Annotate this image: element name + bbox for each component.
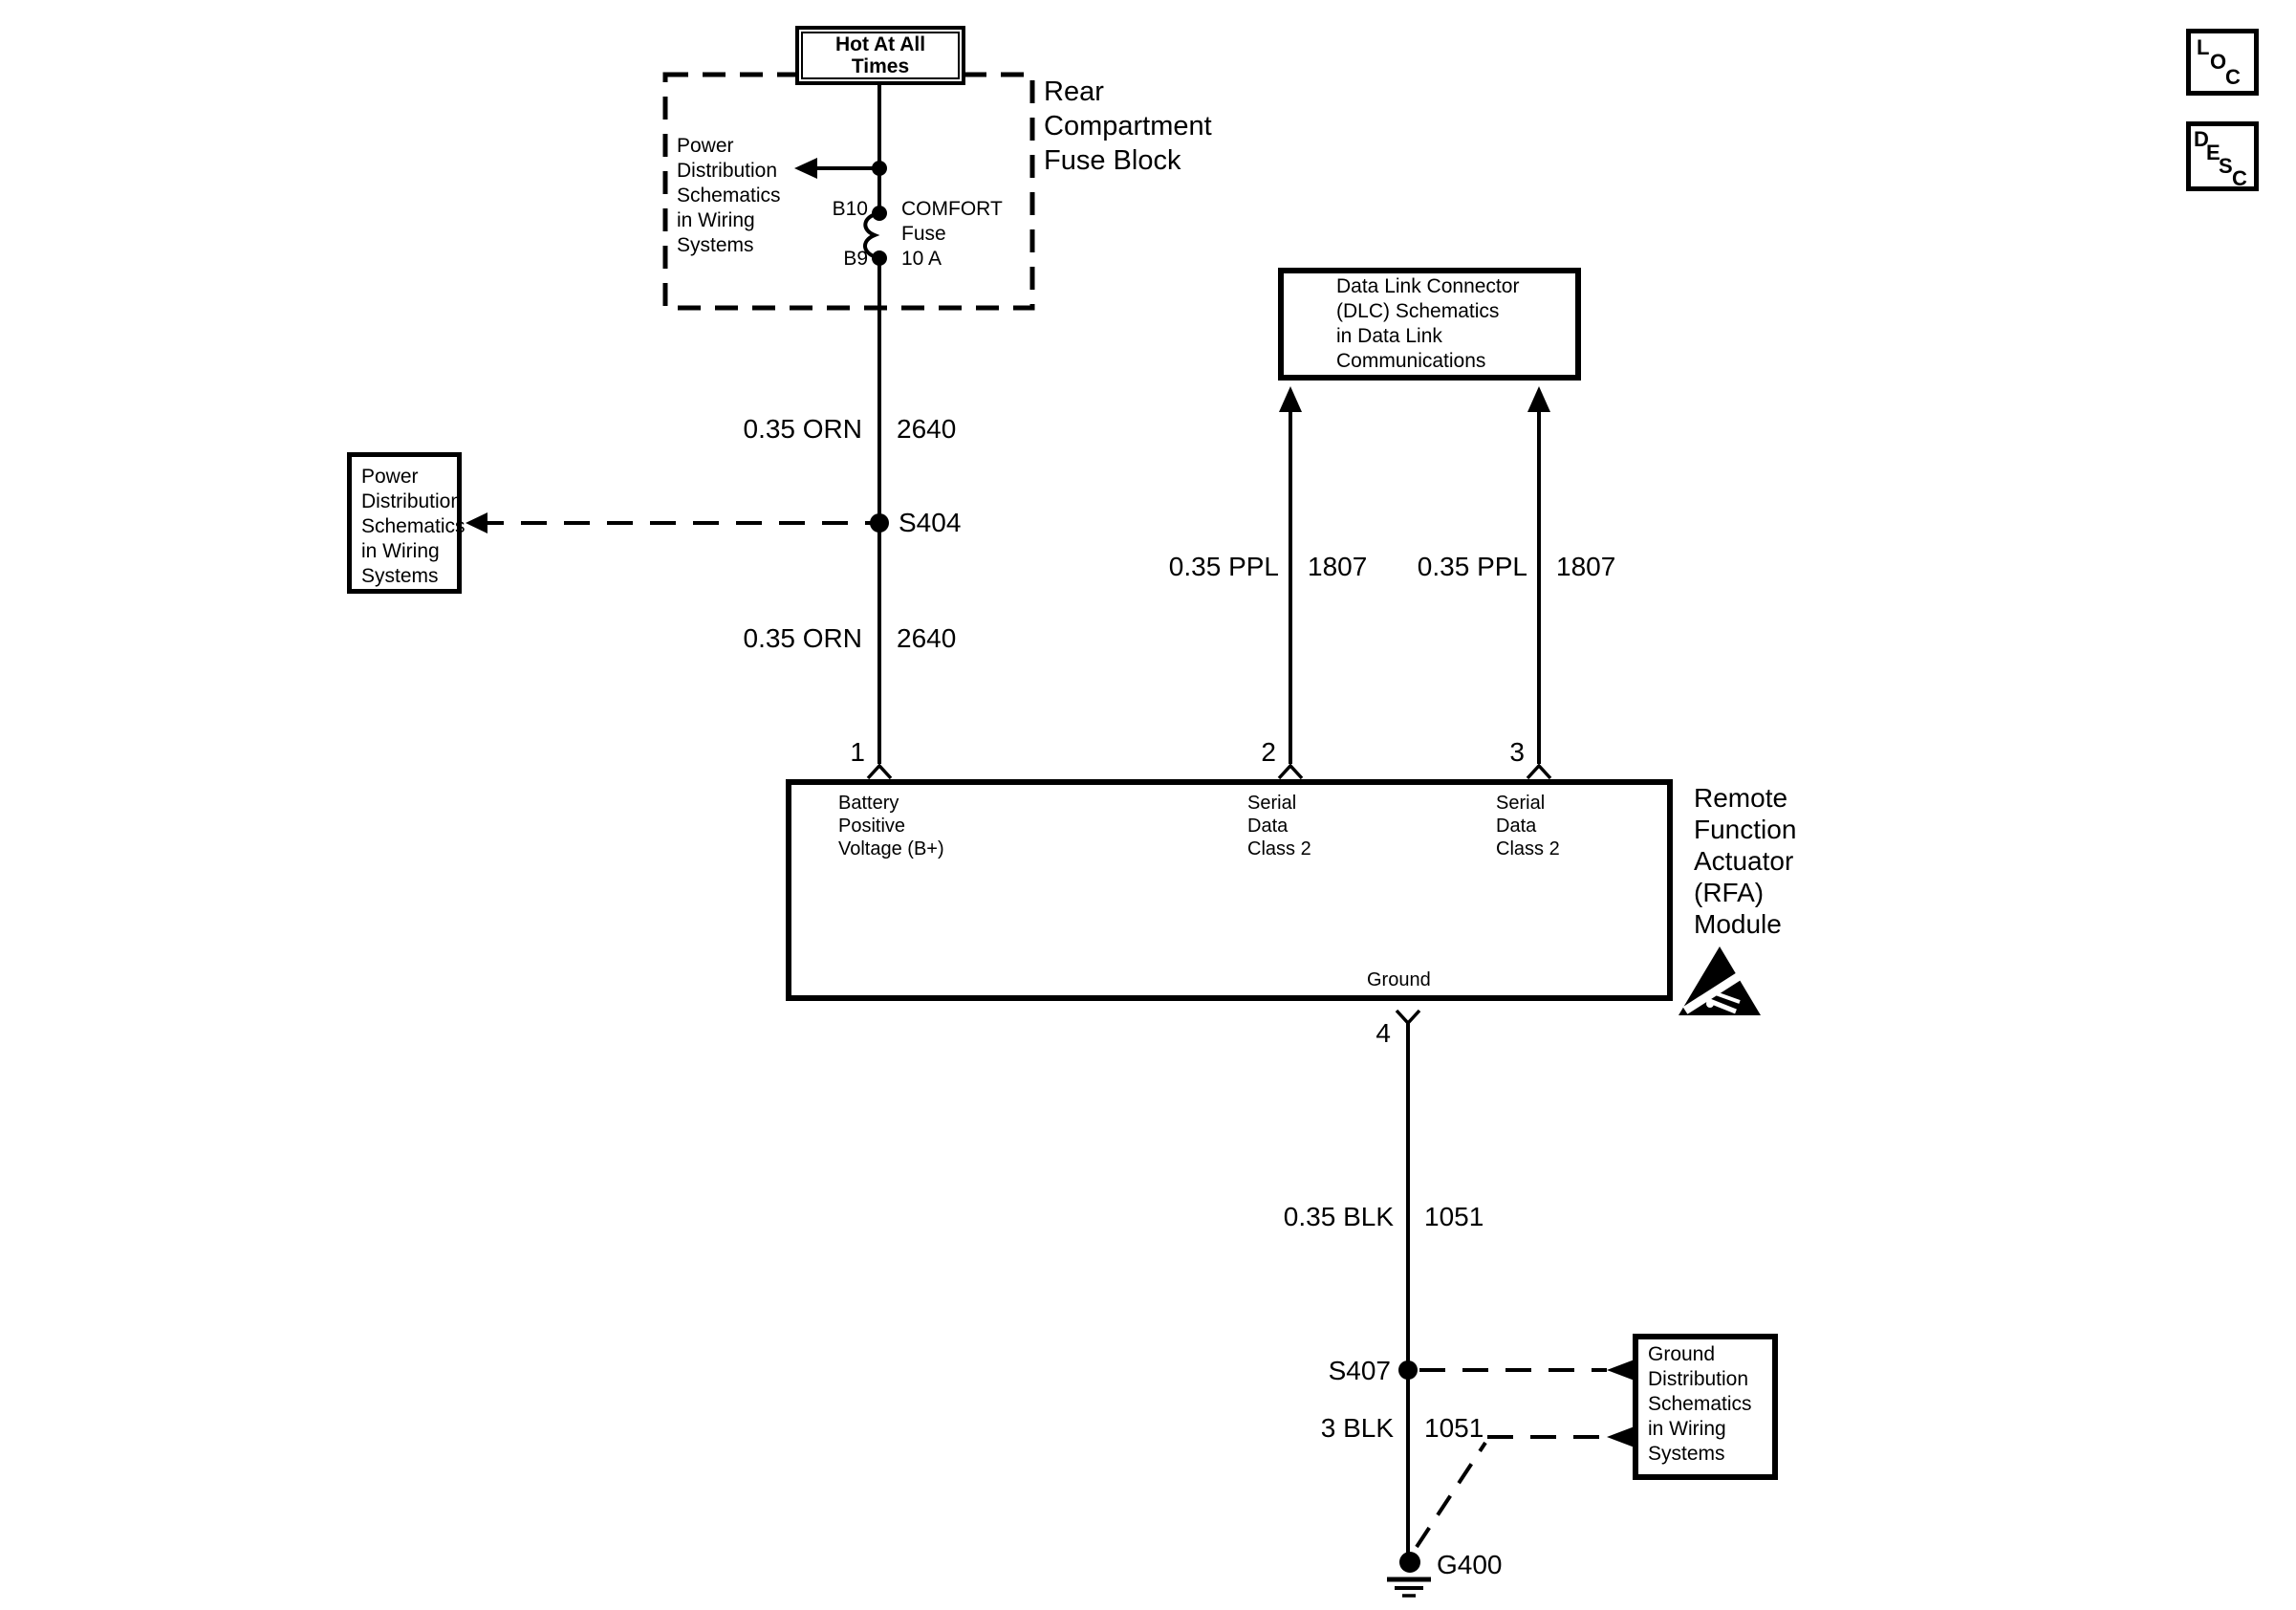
module-name-line: Remote: [1694, 783, 1788, 813]
tab-loc-letter: O: [2210, 50, 2227, 74]
ground-g400-label: G400: [1437, 1550, 1503, 1579]
fuse-rating: 10 A: [901, 248, 942, 270]
splice-s404-dot: [870, 513, 889, 533]
pin2-connector-icon: [1279, 766, 1302, 778]
wire-gauge-label: 3 BLK: [1320, 1413, 1394, 1443]
terminal-b9-dot: [872, 250, 887, 266]
callout-line: Systems: [677, 234, 754, 256]
callout-line: Distribution: [677, 160, 778, 182]
ref-line: in Data Link: [1336, 325, 1442, 347]
tab-loc-letter: C: [2225, 65, 2241, 89]
wire-circuit-label: 1051: [1424, 1413, 1484, 1443]
pin3-function-label: [1496, 792, 1560, 860]
tab-desc-letter: C: [2232, 166, 2247, 190]
hot-at-all-times-label: Hot At All Times: [801, 32, 960, 79]
pin4-function-label: Ground: [1367, 969, 1431, 990]
pin4-number: 4: [1375, 1018, 1391, 1048]
pin-label-line: Class 2: [1496, 838, 1560, 859]
splice-s404-label: S404: [899, 508, 962, 537]
left-arrowhead-icon: [1607, 1426, 1635, 1447]
pin-label-line: Data: [1496, 816, 1537, 837]
splice-s407-label: S407: [1328, 1356, 1391, 1385]
pin-label-line: Class 2: [1247, 838, 1311, 859]
module-name: [1694, 782, 1796, 940]
wire-gauge-label: 0.35 BLK: [1283, 1202, 1394, 1231]
pin-label-line: Battery: [838, 793, 899, 814]
pin2-function-label: [1247, 792, 1311, 860]
pin-label-line: Positive: [838, 816, 906, 837]
ref-line: Distribution: [1648, 1368, 1749, 1390]
module-name-line: Module: [1694, 909, 1782, 939]
ref-line: Power: [361, 466, 419, 488]
wire-circuit-label: 1807: [1308, 552, 1368, 581]
left-arrowhead-icon: [794, 158, 817, 179]
ground-g400-dot: [1399, 1552, 1420, 1573]
terminal-b9-label: B9: [843, 248, 868, 270]
pin1-number: 1: [850, 737, 865, 767]
ref-line: (DLC) Schematics: [1336, 300, 1500, 322]
g400-callout-dashed-diagonal: [1417, 1443, 1485, 1547]
ref-line: Ground: [1648, 1343, 1716, 1365]
fuse-block-callout-text: [677, 134, 781, 258]
fuse-block-name: [1044, 75, 1212, 178]
fuse-block-name-line: Rear: [1044, 76, 1104, 107]
esd-sensitive-icon: [1679, 946, 1761, 1015]
fuse-block-name-line: Compartment: [1044, 111, 1212, 141]
wire-circuit-label: 1051: [1424, 1202, 1484, 1231]
ref-line: in Wiring: [361, 540, 440, 562]
ref-line: Schematics: [361, 515, 466, 537]
splice-s407-dot: [1398, 1360, 1418, 1380]
ref-box-power-distribution-text: [361, 465, 466, 589]
wire-gauge-label: 0.35 ORN: [743, 623, 862, 653]
wire-gauge-label: 0.35 ORN: [743, 414, 862, 444]
ref-box-ground-distribution-text: [1648, 1342, 1752, 1467]
fuse-type: Fuse: [901, 223, 946, 245]
tab-loc[interactable]: [2186, 29, 2259, 96]
tab-loc-letter: L: [2197, 35, 2210, 59]
callout-line: in Wiring: [677, 209, 755, 231]
pin-label-line: Voltage (B+): [838, 838, 944, 859]
ref-line: Communications: [1336, 350, 1486, 372]
ref-line: Data Link Connector: [1336, 275, 1520, 297]
module-name-line: Actuator: [1694, 846, 1794, 876]
wire-gauge-label: 0.35 PPL: [1417, 552, 1527, 581]
wire-circuit-label: 2640: [897, 414, 957, 444]
callout-line: Power: [677, 135, 734, 157]
terminal-b10-dot: [872, 206, 887, 221]
ref-line: Distribution: [361, 490, 463, 512]
tab-desc-letter: D: [2194, 127, 2209, 151]
ref-line: Schematics: [1648, 1393, 1752, 1415]
ref-box-dlc-text: [1336, 274, 1519, 374]
wire-circuit-label: 2640: [897, 623, 957, 653]
pin-label-line: Serial: [1247, 793, 1297, 814]
pin-label-line: Data: [1247, 816, 1289, 837]
module-name-line: (RFA): [1694, 878, 1765, 907]
tab-desc-letter: E: [2206, 141, 2220, 164]
module-name-line: Function: [1694, 815, 1797, 844]
fuse-name: COMFORT: [901, 198, 1003, 220]
ref-line: in Wiring: [1648, 1418, 1726, 1440]
fuse-block-name-line: Fuse Block: [1044, 145, 1181, 176]
pin4-connector-icon: [1397, 1011, 1419, 1023]
fuse-label: [901, 197, 1003, 272]
left-arrowhead-icon: [1607, 1360, 1635, 1381]
pin1-function-label: [838, 792, 944, 860]
up-arrowhead-icon: [1279, 386, 1302, 412]
pin3-number: 3: [1509, 737, 1525, 767]
tab-desc-letter: S: [2219, 154, 2233, 178]
pin2-number: 2: [1261, 737, 1276, 767]
terminal-b10-label: B10: [832, 198, 868, 220]
callout-line: Schematics: [677, 185, 781, 207]
wire-circuit-label: 1807: [1556, 552, 1616, 581]
left-arrowhead-icon: [466, 512, 487, 533]
pin1-connector-icon: [868, 766, 891, 778]
hot-at-all-times-banner: [795, 26, 965, 85]
ref-line: Systems: [1648, 1443, 1725, 1465]
tab-desc[interactable]: [2186, 121, 2259, 191]
pin3-connector-icon: [1527, 766, 1550, 778]
up-arrowhead-icon: [1527, 386, 1550, 412]
pin-label-line: Serial: [1496, 793, 1546, 814]
wire-gauge-label: 0.35 PPL: [1168, 552, 1279, 581]
ref-line: Systems: [361, 565, 439, 587]
